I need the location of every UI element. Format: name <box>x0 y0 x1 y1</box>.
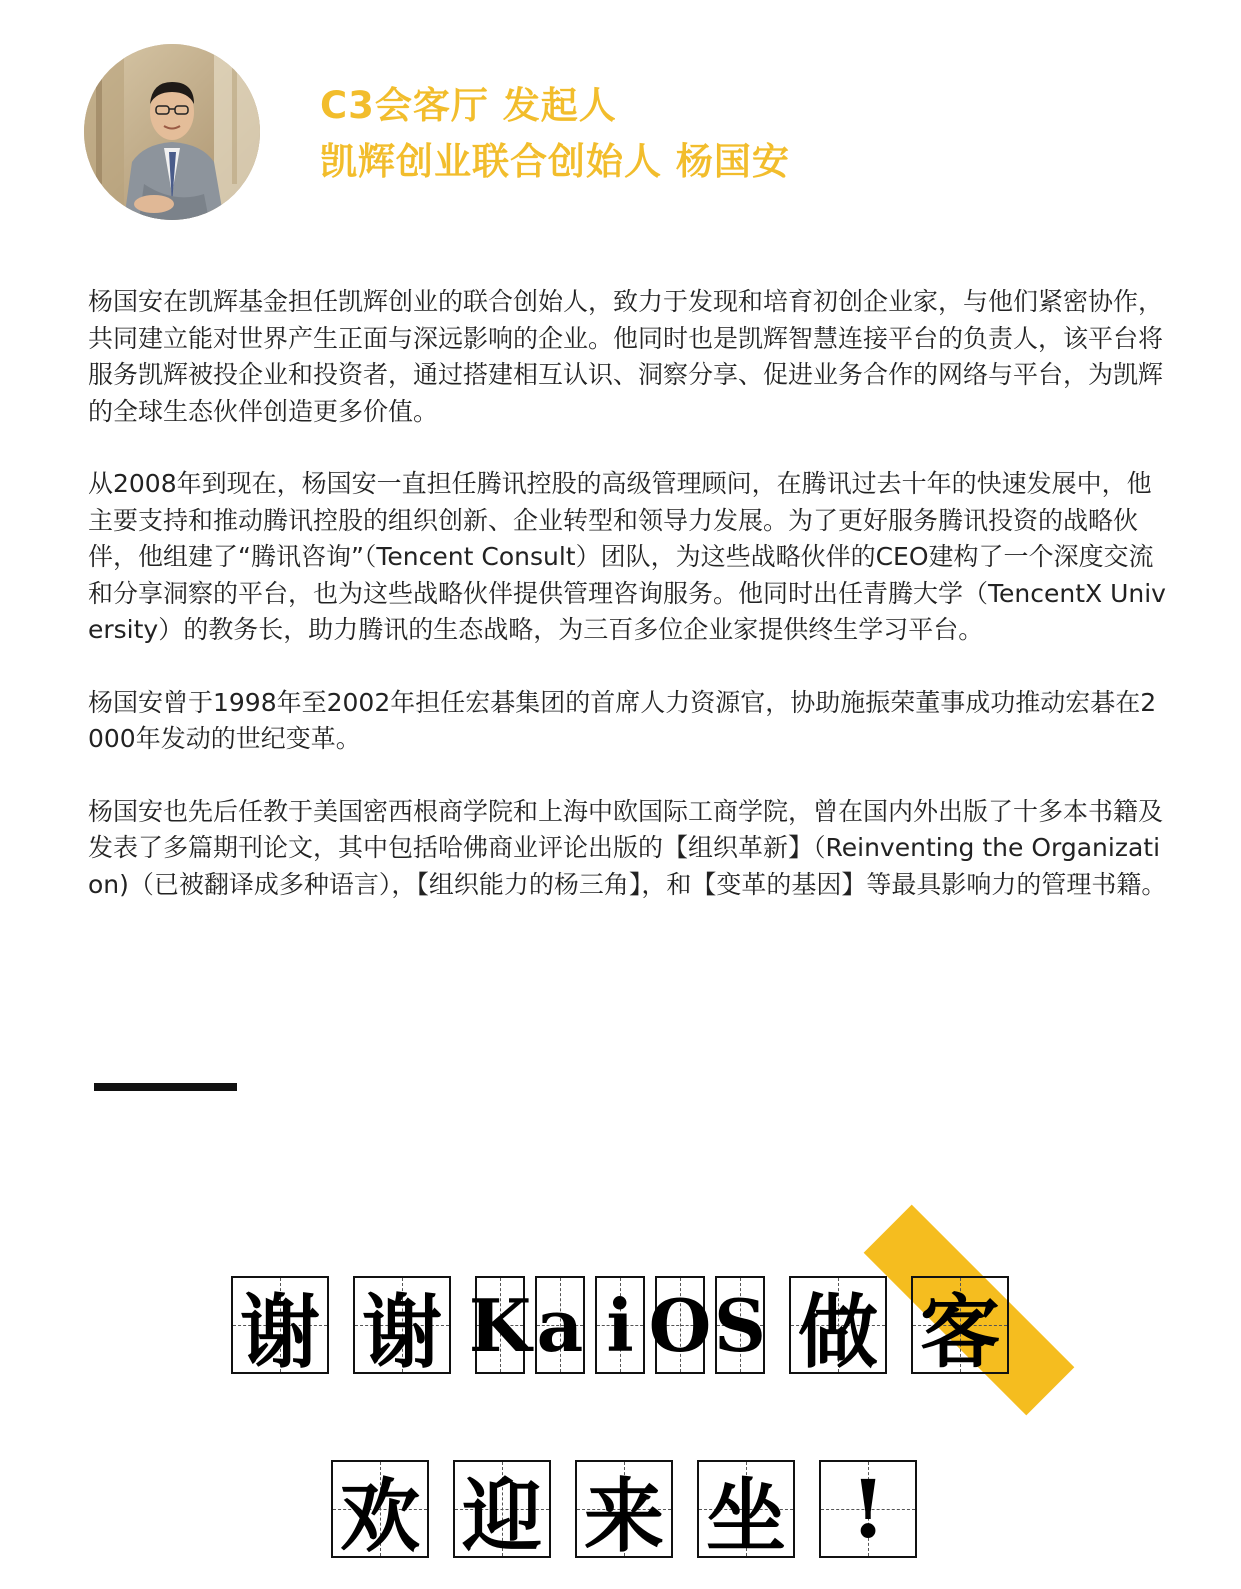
thanks-banner <box>231 1276 1029 1379</box>
grid-char: S <box>715 1276 765 1374</box>
grid-char: O <box>655 1276 705 1374</box>
portrait-icon <box>84 44 260 220</box>
bio-paragraph-2: 从2008年到现在，杨国安一直担任腾讯控股的高级管理顾问，在腾讯过去十年的快速发展中，他主要支持和推动腾讯控股的组织创新、企业转型和领导力发展。为了更好服务腾讯投资的战略伙伴，他组建了“腾讯咨询”（Tencent Consult）团队，为这些战略伙伴的CEO建构了一个深度交流和分享洞察的平台，也为这些战略伙伴提供管理咨询服务。他同时出任青腾大学（TencentX University）的教务长，助力腾讯的生态战略，为三百多位企业家提供终生学习平台。 <box>88 469 1166 644</box>
grid-char: a <box>535 1276 585 1374</box>
header-title <box>320 78 790 190</box>
grid-char: ! <box>819 1460 917 1558</box>
grid-char: 欢 <box>331 1460 429 1558</box>
grid-char: i <box>595 1276 645 1374</box>
header-line-role: C3会客厅 发起人 <box>320 84 617 127</box>
bio-paragraph-4: 杨国安也先后任教于美国密西根商学院和上海中欧国际工商学院，曾在国内外出版了十多本书籍及发表了多篇期刊论文，其中包括哈佛商业评论出版的【组织革新】（Reinventing the Organization)（已被翻译成多种语言），【组织能力的杨三角】，和【变革的基因】等最具影响力的管理书籍。 <box>88 796 1167 899</box>
grid-char: 迎 <box>453 1460 551 1558</box>
grid-char: 来 <box>575 1460 673 1558</box>
bio-paragraph-1: 杨国安在凯辉基金担任凯辉创业的联合创始人，致力于发现和培育初创企业家，与他们紧密协作，共同建立能对世界产生正面与深远影响的企业。他同时也是凯辉智慧连接平台的负责人，该平台将服务凯辉被投企业和投资者，通过搭建相互认识、洞察分享、促进业务合作的网络与平台，为凯辉的全球生态伙伴创造更多价值。 <box>88 287 1164 426</box>
grid-char: K <box>475 1276 525 1374</box>
grid-char: 做 <box>789 1276 887 1374</box>
grid-char: 客 <box>911 1276 1009 1374</box>
welcome-banner <box>331 1460 937 1563</box>
header-line-name: 凯辉创业联合创始人 杨国安 <box>320 140 790 183</box>
avatar-portrait <box>84 44 260 220</box>
section-divider <box>94 1083 237 1091</box>
bio-section <box>88 284 1168 939</box>
grid-char: 坐 <box>697 1460 795 1558</box>
bio-paragraph-3: 杨国安曾于1998年至2002年担任宏碁集团的首席人力资源官，协助施振荣董事成功推动宏碁在2000年发动的世纪变革。 <box>88 687 1157 753</box>
grid-char: 谢 <box>353 1276 451 1374</box>
grid-char: 谢 <box>231 1276 329 1374</box>
